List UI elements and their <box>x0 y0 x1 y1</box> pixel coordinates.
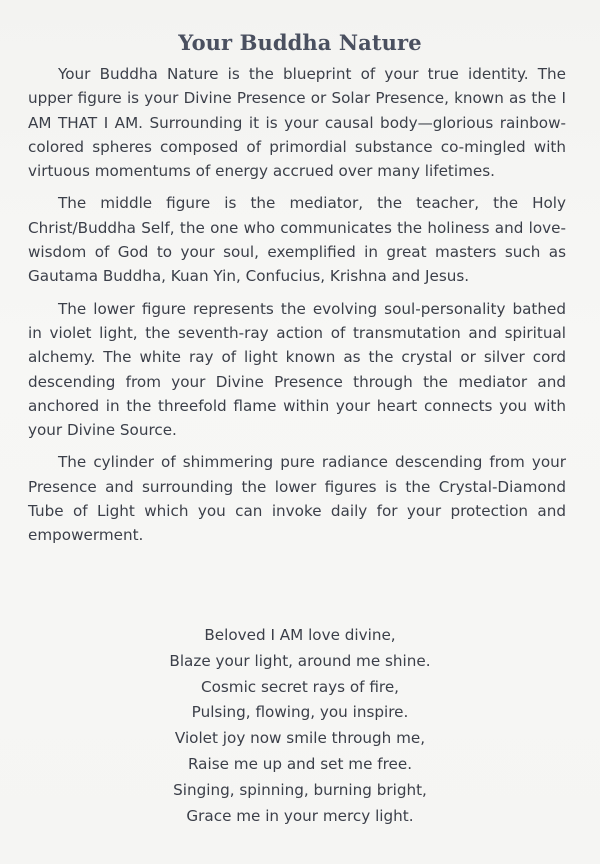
poem <box>0 623 600 829</box>
poem-line-2: Blaze your light, around me shine. <box>169 651 431 670</box>
paragraph-1: Your Buddha Nature is the blueprint of your true identity. The upper figure is your Divine Presence or Solar Presence, known as the I AM THAT I AM. Surrounding it is your causal body—glorious rainbow-colored spheres composed of primordial substance co-mingled with virtuous momentums of energy accrued over many lifetimes. <box>28 65 566 181</box>
poem-line-7: Singing, spinning, burning bright, <box>173 780 427 799</box>
poem-line-8: Grace me in your mercy light. <box>186 806 414 825</box>
poem-line-6: Raise me up and set me free. <box>187 754 413 773</box>
poem-line-3: Cosmic secret rays of fire, <box>200 677 400 696</box>
paragraph-3: The lower figure represents the evolving soul-personality bathed in violet light, the seventh-ray action of transmutation and spiritual alchemy. The white ray of light known as the crystal or silver cord descending from your Divine Presence through the mediator and anchored in the threefold flame within your heart connects you with your Divine Source. <box>28 299 566 440</box>
paragraph-4: The cylinder of shimmering pure radiance descending from your Presence and surrounding the lower figures is the Crystal-Diamond Tube of Light which you can invoke daily for your protection and empowerment. <box>28 453 566 545</box>
poem-line-4: Pulsing, flowing, you inspire. <box>191 703 409 722</box>
paragraph-2: The middle figure is the mediator, the teacher, the Holy Christ/Buddha Self, the one who communicates the holiness and love-wisdom of God to your soul, exemplified in great masters such as Gautama Buddha, Kuan Yin, Confucius, Krishna and Jesus. <box>28 194 566 286</box>
poem-line-5: Violet joy now smile through me, <box>174 729 426 748</box>
page-title: Your Buddha Nature <box>178 30 422 55</box>
body-text <box>28 62 566 556</box>
poem-line-1: Beloved I AM love divine, <box>204 626 396 644</box>
